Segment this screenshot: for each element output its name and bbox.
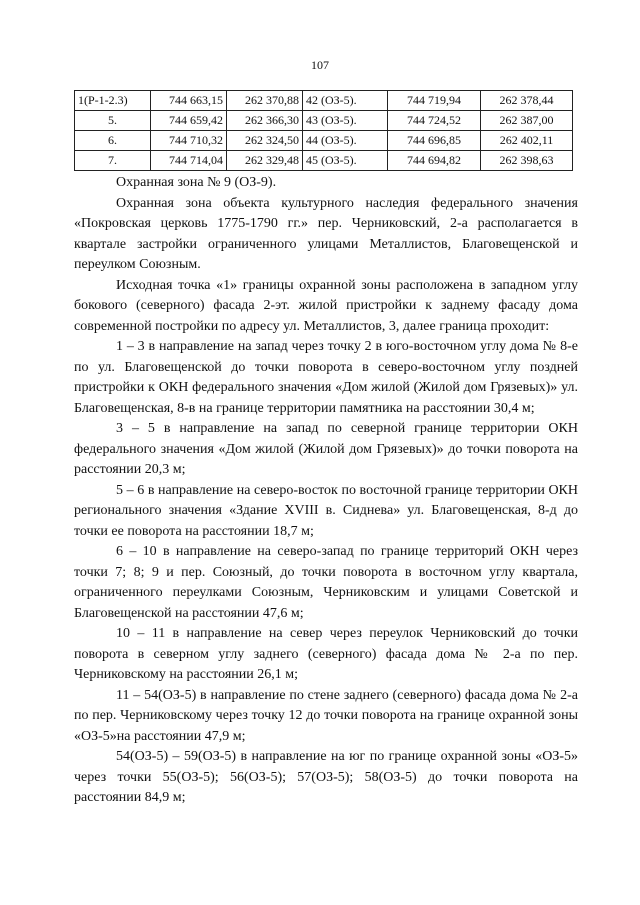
table-row [75,131,573,151]
boundary-segment: 11 – 54(ОЗ-5) в направление по стене заднего (северного) фасада дома № 2-а по пер. Черниковскому через точку 12 до точки поворота на границе охранной зоны «ОЗ-5»на расстоянии 47,9 м; [74,687,578,744]
document-body [74,173,578,809]
point-number-cell: 5. [75,111,151,131]
point-number-cell: 1(Р-1-2.3) [75,91,151,111]
y-coordinate-cell: 262 366,30 [227,111,303,131]
x-coordinate-cell: 744 659,42 [151,111,227,131]
boundary-segment: 1 – 3 в направление на запад через точку 2 в юго-восточном углу дома № 8-е по ул. Благовещенской до точки поворота в северо-восточном углу поздней пристройки к ОКН федерального значения «Дом жилой (Жилой дом Грязевых)» ул. Благовещенская, 8-в на границе территории памятника на расстоянии 30,4 м; [74,339,578,416]
x-coordinate-cell: 744 694,82 [388,151,481,171]
point-number-cell: 7. [75,151,151,171]
coordinates-table [74,90,573,171]
table-row [75,151,573,171]
point-number-cell: 44 (ОЗ-5). [303,131,388,151]
y-coordinate-cell: 262 370,88 [227,91,303,111]
x-coordinate-cell: 744 714,04 [151,151,227,171]
page-number: 107 [311,58,329,72]
x-coordinate-cell: 744 696,85 [388,131,481,151]
y-coordinate-cell: 262 329,48 [227,151,303,171]
boundary-segment: 3 – 5 в направление на запад по северной границе территории ОКН федерального значения «Дом жилой (Жилой дом Грязевых)» до точки поворота на расстоянии 20,3 м; [74,421,578,477]
boundary-segment: 5 – 6 в направление на северо-восток по восточной границе территории ОКН регионального значения «Здание XVIII в. Сиднева» ул. Благовещенская, 8-д до точки ее поворота на расстоянии 18,7 м; [74,482,578,539]
boundary-segment: 10 – 11 в направление на север через переулок Черниковский до точки поворота в северном углу заднего (северного) фасада дома № 2-а по пер. Черниковскому на расстоянии 26,1 м; [74,626,578,682]
point-number-cell: 45 (ОЗ-5). [303,151,388,171]
point-number-cell: 42 (ОЗ-5). [303,91,388,111]
y-coordinate-cell: 262 324,50 [227,131,303,151]
table-row [75,91,573,111]
zone-heading: Охранная зона № 9 (ОЗ-9). [116,175,277,190]
boundary-segment: 54(ОЗ-5) – 59(ОЗ-5) в направление на юг по границе охранной зоны «ОЗ-5» через точки 55(ОЗ-5); 56(ОЗ-5); 57(ОЗ-5); 58(ОЗ-5) до точки поворота на расстоянии 84,9 м; [74,749,578,805]
boundary-segment: 6 – 10 в направление на северо-запад по границе территорий ОКН через точки 7; 8; 9 и пер. Союзный, до точки поворота в восточном углу квартала, ограниченного переулками Союзным, Черниковским и улицами Советской и Благовещенской на расстоянии 47,6 м; [74,544,578,621]
x-coordinate-cell: 744 710,32 [151,131,227,151]
x-coordinate-cell: 744 724,52 [388,111,481,131]
y-coordinate-cell: 262 378,44 [481,91,573,111]
starting-point-description: Исходная точка «1» границы охранной зоны расположена в западном углу бокового (северного) фасада 2-эт. жилой пристройки к заднему фасаду дома современной постройки по адресу ул. Металлистов, 3, далее граница проходит: [74,277,578,334]
x-coordinate-cell: 744 719,94 [388,91,481,111]
x-coordinate-cell: 744 663,15 [151,91,227,111]
point-number-cell: 43 (ОЗ-5). [303,111,388,131]
y-coordinate-cell: 262 387,00 [481,111,573,131]
y-coordinate-cell: 262 398,63 [481,151,573,171]
zone-description: Охранная зона объекта культурного наследия федерального значения «Покровская церковь 1775-1790 гг.» пер. Черниковский, 2-а располагается в квартале застройки ограниченного улицами Металлистов, Благовещенской и переулком Союзным. [74,195,578,272]
y-coordinate-cell: 262 402,11 [481,131,573,151]
table-row [75,111,573,131]
point-number-cell: 6. [75,131,151,151]
